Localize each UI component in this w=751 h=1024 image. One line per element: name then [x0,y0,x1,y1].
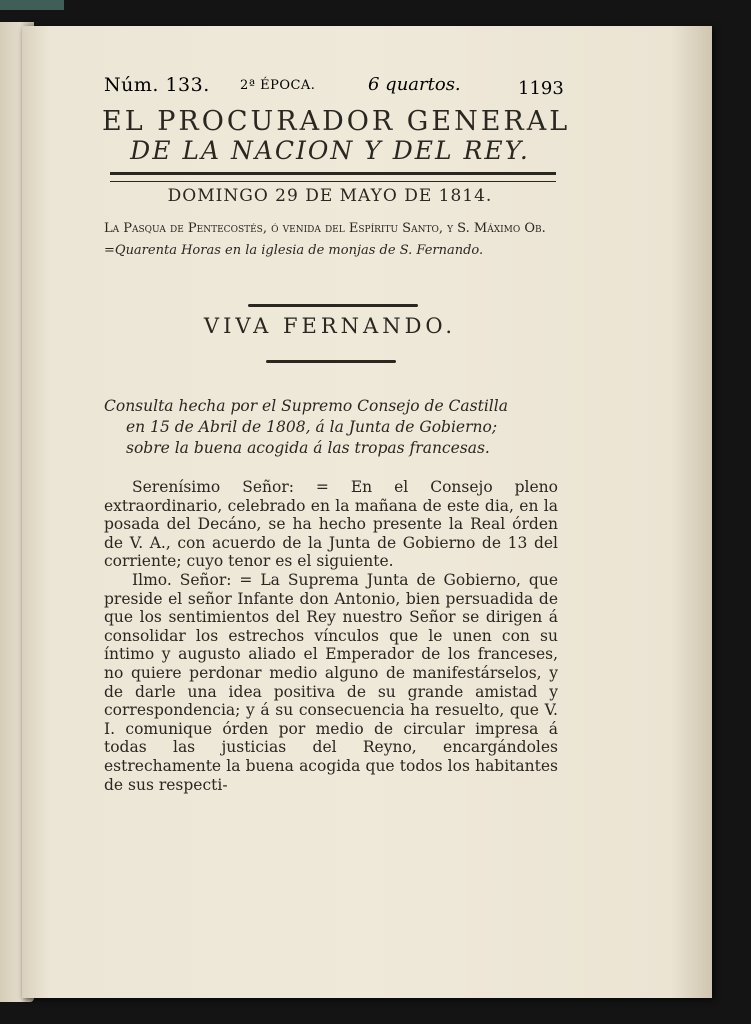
feast-notice [104,218,560,262]
divider-rule-bottom [266,360,396,363]
article-title-line-2: en 15 de Abril de 1808, á la Junta de Gobierno; [126,418,498,436]
masthead-rule [110,172,556,182]
epoch-label: 2ª ÉPOCA. [240,78,316,93]
article-title-line-3: sobre la buena acogida á las tropas francesas. [126,439,490,457]
divider-rule-top [248,304,418,307]
corner-tab [0,0,64,10]
page-number: 1193 [518,78,564,99]
price-label: 6 quartos. [368,74,461,95]
paragraph-2: Ilmo. Señor: = La Suprema Junta de Gobierno, que preside el señor Infante don Antonio, bien persuadida de que los sentimientos del Rey nuestro Señor se dirigen á consolidar los estrechos vínculos que le unen con su íntimo y augusto aliado el Emperador de los franceses, no quiere perdonar medio alguno de manifestárselos, y de darle una idea positiva de su grande amistad y correspondencia; y á su consecuencia ha resuelto, que V. I. comunique órden por medio de circular impresa á todas las justicias del Reyno, encargándoles estrechamente la buena acogida que todos los habitantes de sus respecti- [104,570,558,794]
issue-number: Núm. 133. [104,74,210,96]
article-title [104,396,556,459]
newspaper-page [22,26,712,998]
masthead-line-1: EL PROCURADOR GENERAL [102,106,571,137]
masthead-line-2: DE LA NACION Y DEL REY. [130,136,530,165]
paragraph-1: Serenísimo Señor: = En el Consejo pleno extraordinario, celebrado en la mañana de este dia, en la posada del Decáno, se ha hecho presente la Real órden de V. A., con acuerdo de la Junta de Gobierno de 13 del corriente; cuyo tenor es el siguiente. [104,478,558,571]
issue-date: DOMINGO 29 DE MAYO DE 1814. [167,186,493,206]
feast-text: La Pasqua de Pentecostés, ó venida del Espíritu Santo, y S. Máximo Ob. = [104,221,546,258]
section-heading: VIVA FERNANDO. [203,314,457,338]
article-title-line-1: Consulta hecha por el Supremo Consejo de Castilla [104,397,508,415]
article-body [104,478,558,794]
feast-text-italic: Quarenta Horas en la iglesia de monjas de S. Fernando. [114,243,484,258]
